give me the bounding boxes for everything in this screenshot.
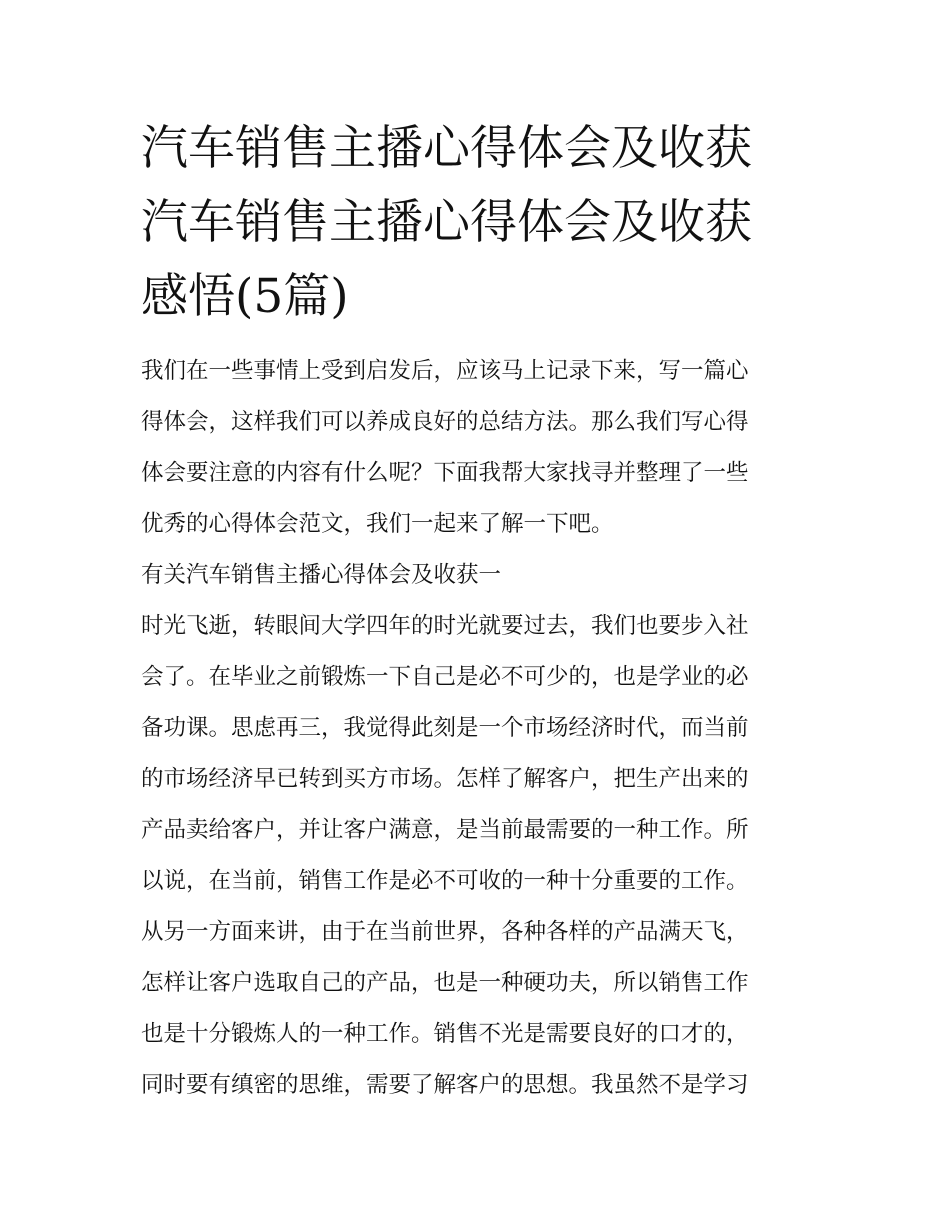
section-heading-text: 有关汽车销售主播心得体会及收获一 <box>141 562 502 588</box>
text-line: 从另一方面来讲，由于在当前世界，各种各样的产品满天飞， <box>141 919 749 945</box>
text-line: 得体会，这样我们可以养成良好的总结方法。那么我们写心得 <box>141 409 749 435</box>
text-line: 体会要注意的内容有什么呢？下面我帮大家找寻并整理了一些 <box>141 460 749 486</box>
title-line: 汽车销售主播心得体会及收获 <box>141 195 752 250</box>
document-content <box>141 112 813 1111</box>
text-line: 怎样让客户选取自己的产品，也是一种硬功夫，所以销售工作 <box>141 970 749 996</box>
text-line: 优秀的心得体会范文，我们一起来了解一下吧。 <box>141 511 614 537</box>
title-line: 感悟(5篇) <box>141 269 349 324</box>
text-line: 也是十分锻炼人的一种工作。销售不光是需要良好的口才的， <box>141 1021 749 1047</box>
text-line: 我们在一些事情上受到启发后，应该马上记录下来，写一篇心 <box>141 358 749 384</box>
text-line: 备功课。思虑再三，我觉得此刻是一个市场经济时代，而当前 <box>141 715 749 741</box>
text-line: 产品卖给客户，并让客户满意，是当前最需要的一种工作。所 <box>141 817 749 843</box>
text-line: 会了。在毕业之前锻炼一下自己是必不可少的，也是学业的必 <box>141 664 749 690</box>
text-line: 的市场经济早已转到买方市场。怎样了解客户，把生产出来的 <box>141 766 749 792</box>
text-line: 时光飞逝，转眼间大学四年的时光就要过去，我们也要步入社 <box>141 613 749 639</box>
body-paragraph <box>141 601 813 1111</box>
intro-paragraph <box>141 346 813 550</box>
title-line: 汽车销售主播心得体会及收获 <box>141 121 752 176</box>
text-line: 以说，在当前，销售工作是必不可收的一种十分重要的工作。 <box>141 868 749 894</box>
document-title <box>141 112 813 334</box>
section-heading <box>141 550 813 601</box>
text-line: 同时要有缜密的思维，需要了解客户的思想。我虽然不是学习 <box>141 1072 749 1098</box>
